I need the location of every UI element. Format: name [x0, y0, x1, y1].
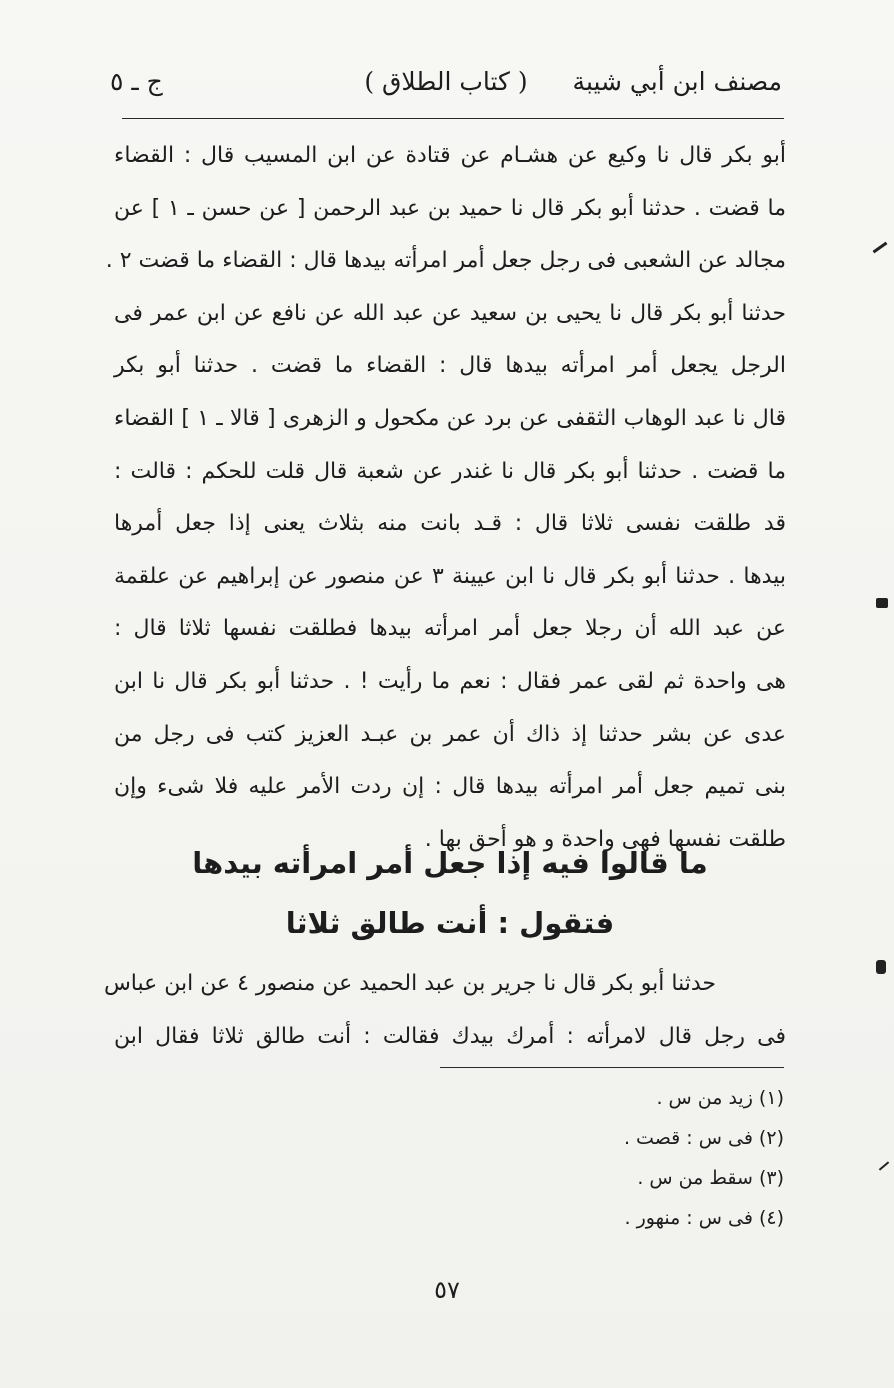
- margin-ink-mark: [876, 960, 886, 974]
- footnote-3: (٣) سقط من س .: [637, 1167, 784, 1189]
- section-heading-line-2: فتقول : أنت طالق ثلاثا: [285, 906, 615, 940]
- header-chapter-title: ( كتاب الطلاق ): [364, 67, 528, 96]
- running-header: [110, 62, 782, 106]
- header-rule: [122, 118, 784, 119]
- text-line-indented: حدثنا أبو بكر قال نا جرير بن عبد الحميد عن منصور ٤ عن ابن عباس: [103, 971, 716, 996]
- text-line: الرجل يجعل أمر امرأته بيدها قال : القضاء ما قضت . حدثنا أبو بكر: [114, 353, 786, 379]
- text-line: مجالد عن الشعبى فى رجل جعل أمر امرأته بيدها قال : القضاء ما قضت ٢ .: [105, 248, 786, 274]
- text-line: أبو بكر قال نا وكيع عن هشـام عن قتادة عن ابن المسيب قال : القضاء: [114, 143, 786, 168]
- margin-ink-mark: [879, 1161, 889, 1170]
- text-line: بيدها . حدثنا أبو بكر قال نا ابن عيينة ٣ عن منصور عن إبراهيم عن علقمة: [114, 563, 786, 589]
- text-line: عن عبد الله أن رجلا جعل أمر امرأته بيدها فطلقت نفسها ثلاثا قال :: [114, 616, 786, 642]
- page-number: ٥٧: [434, 1276, 460, 1304]
- footnotes: [444, 1078, 784, 1238]
- header-book-title: مصنف ابن أبي شيبة: [572, 67, 782, 96]
- text-line: قال نا عبد الوهاب الثقفى عن برد عن مكحول و الزهرى [ قالا ـ ١ ] القضاء: [114, 405, 787, 431]
- footnote-1: (١) زيد من س .: [656, 1087, 784, 1109]
- header-volume-number: ج ـ ٥: [110, 67, 163, 96]
- second-text-block: [103, 958, 786, 1063]
- footnote-2: (٢) فى س : قصت .: [623, 1127, 784, 1149]
- text-line: ما قضت . حدثنا أبو بكر قال نا حميد بن عبد الرحمن [ عن حسن ـ ١ ] عن: [114, 195, 786, 221]
- text-line: بنى تميم جعل أمر امرأته بيدها قال : إن ردت الأمر عليه فلا شىء وإن: [114, 774, 786, 800]
- text-line: قد طلقت نفسى ثلاثا قال : قـد بانت منه بثلاث يعنى إذا جعل أمرها: [114, 511, 786, 537]
- text-line: ما قضت . حدثنا أبو بكر قال نا غندر عن شعبة قال قلت للحكم : قالت :: [114, 458, 786, 484]
- footnote-rule: [440, 1067, 784, 1068]
- text-line: هى واحدة ثم لقى عمر فقال : نعم ما رأيت ! . حدثنا أبو بكر قال نا ابن: [114, 668, 786, 694]
- margin-ink-mark: [876, 598, 888, 608]
- section-heading-line-1: ما قالوا فيه إذا جعل أمر امرأته بيدها: [192, 846, 708, 880]
- text-line: حدثنا أبو بكر قال نا يحيى بن سعيد عن عبد الله عن نافع عن ابن عمر فى: [114, 300, 786, 326]
- footnote-4: (٤) فى س : منهور .: [624, 1207, 784, 1229]
- text-line: عدى عن بشر حدثنا إذ ذاك أن عمر بن عبـد العزيز كتب فى رجل من: [114, 721, 786, 747]
- margin-ink-mark: [873, 242, 888, 254]
- text-line-last: طلقت نفسها فهى واحدة و هو أحق بها .: [424, 826, 786, 852]
- text-line: فى رجل قال لامرأته : أمرك بيدك فقالت : أنت طالق ثلاثا فقال ابن: [114, 1023, 786, 1049]
- main-text-block: [105, 130, 787, 866]
